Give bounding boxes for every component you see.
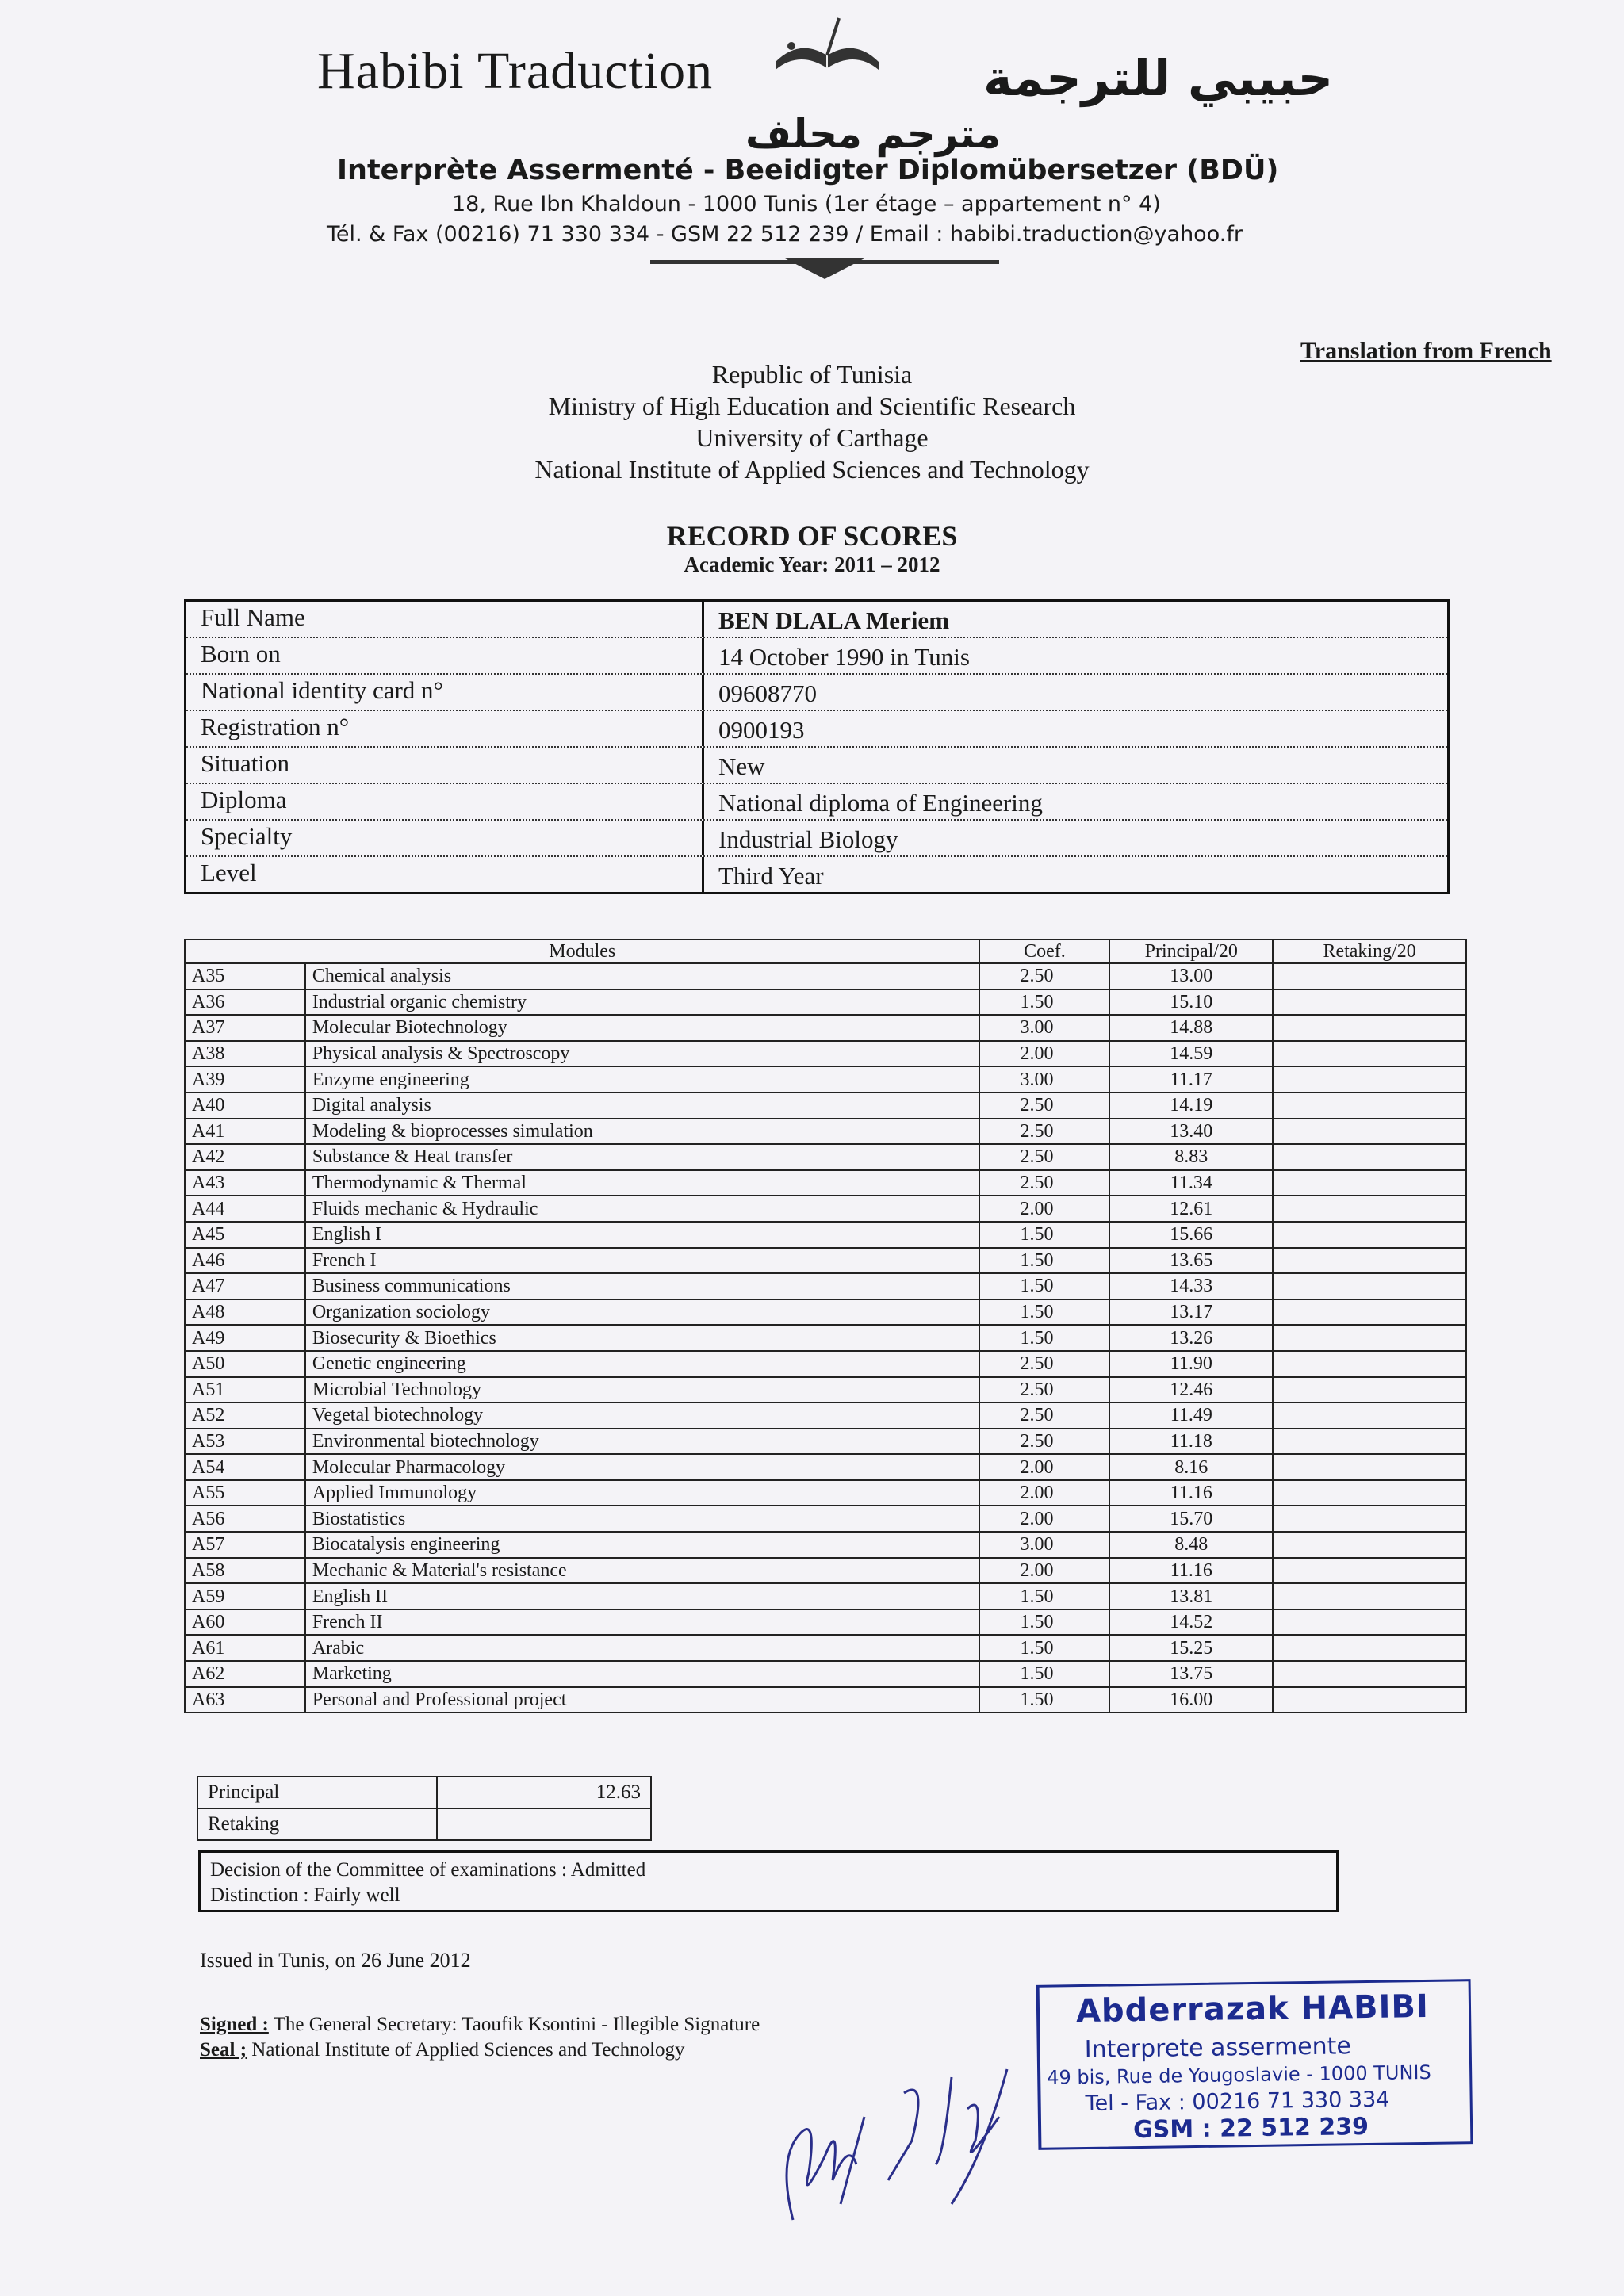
brand-name-arabic: حبيبي للترجمة <box>983 49 1334 107</box>
module-principal: 14.33 <box>1109 1273 1273 1299</box>
principal-total-label: Principal <box>197 1777 437 1808</box>
module-name: Enzyme engineering <box>305 1066 980 1093</box>
module-principal: 12.46 <box>1109 1377 1273 1403</box>
module-name: Environmental biotechnology <box>305 1429 980 1455</box>
module-principal: 11.16 <box>1109 1480 1273 1506</box>
module-principal: 13.75 <box>1109 1661 1273 1687</box>
module-code: A57 <box>185 1532 305 1558</box>
module-coef: 1.50 <box>979 1609 1109 1636</box>
identity-label: Full Name <box>186 602 704 637</box>
modules-body <box>185 963 1466 1712</box>
module-name: Fluids mechanic & Hydraulic <box>305 1196 980 1222</box>
identity-row-level <box>186 857 1447 892</box>
module-principal: 13.26 <box>1109 1325 1273 1351</box>
committee-decision: Decision of the Committee of examinations : Admitted <box>210 1859 646 1881</box>
coef-header: Coef. <box>979 939 1109 963</box>
table-row <box>185 1429 1466 1455</box>
module-coef: 2.00 <box>979 1558 1109 1584</box>
module-coef: 2.00 <box>979 1506 1109 1532</box>
table-row <box>185 1066 1466 1093</box>
table-row <box>185 1480 1466 1506</box>
country-line: Republic of Tunisia <box>711 360 913 388</box>
module-code: A56 <box>185 1506 305 1532</box>
module-name: Arabic <box>305 1635 980 1661</box>
module-retaking <box>1273 963 1466 989</box>
academic-year: Academic Year: 2011 – 2012 <box>684 553 940 576</box>
module-code: A54 <box>185 1454 305 1480</box>
module-coef: 2.50 <box>979 1170 1109 1196</box>
identity-label: Diploma <box>186 784 704 819</box>
module-principal: 13.40 <box>1109 1119 1273 1145</box>
identity-label: Registration n° <box>186 711 704 746</box>
module-name: Substance & Heat transfer <box>305 1144 980 1170</box>
decision-box <box>198 1850 1339 1912</box>
module-name: Business communications <box>305 1273 980 1299</box>
module-retaking <box>1273 1170 1466 1196</box>
module-coef: 3.00 <box>979 1015 1109 1041</box>
table-row <box>185 1506 1466 1532</box>
module-principal: 11.34 <box>1109 1170 1273 1196</box>
module-name: Physical analysis & Spectroscopy <box>305 1041 980 1067</box>
principal-total-value: 12.63 <box>437 1777 651 1808</box>
module-principal: 15.10 <box>1109 989 1273 1016</box>
module-principal: 14.59 <box>1109 1041 1273 1067</box>
identity-row-specialty <box>186 821 1447 857</box>
table-row <box>185 1041 1466 1067</box>
address-line: 18, Rue Ibn Khaldoun - 1000 Tunis (1er étage – appartement n° 4) <box>452 192 1161 216</box>
modules-table <box>184 939 1467 1713</box>
module-coef: 3.00 <box>979 1532 1109 1558</box>
module-retaking <box>1273 1273 1466 1299</box>
identity-value: 0900193 <box>718 716 805 744</box>
module-name: Organization sociology <box>305 1299 980 1326</box>
module-code: A51 <box>185 1377 305 1403</box>
module-retaking <box>1273 1609 1466 1636</box>
module-code: A55 <box>185 1480 305 1506</box>
module-code: A63 <box>185 1687 305 1713</box>
module-retaking <box>1273 1066 1466 1093</box>
module-principal: 15.70 <box>1109 1506 1273 1532</box>
module-name: English I <box>305 1222 980 1248</box>
principal-header: Principal/20 <box>1109 939 1273 963</box>
module-code: A41 <box>185 1119 305 1145</box>
table-row <box>185 1222 1466 1248</box>
module-name: Biosecurity & Bioethics <box>305 1325 980 1351</box>
identity-row-diploma <box>186 784 1447 821</box>
module-coef: 2.50 <box>979 1377 1109 1403</box>
translation-note: Translation from French <box>1300 338 1552 364</box>
module-code: A52 <box>185 1402 305 1429</box>
module-coef: 1.50 <box>979 1222 1109 1248</box>
principal-total-row <box>197 1777 651 1808</box>
module-retaking <box>1273 989 1466 1016</box>
module-retaking <box>1273 1558 1466 1584</box>
university-line: University of Carthage <box>695 423 929 452</box>
module-retaking <box>1273 1377 1466 1403</box>
table-row <box>185 1687 1466 1713</box>
module-code: A50 <box>185 1351 305 1377</box>
identity-value: New <box>718 752 765 780</box>
module-name: Industrial organic chemistry <box>305 989 980 1016</box>
module-retaking <box>1273 1687 1466 1713</box>
identity-label: Born on <box>186 638 704 673</box>
sworn-translator-arabic: مترجم محلف <box>745 111 1002 157</box>
module-code: A44 <box>185 1196 305 1222</box>
module-code: A48 <box>185 1299 305 1326</box>
module-retaking <box>1273 1093 1466 1119</box>
table-row <box>185 1015 1466 1041</box>
stamp-gsm: GSM : 22 512 239 <box>1132 2112 1369 2145</box>
signed-text: The General Secretary: Taoufik Ksontini - Illegible Signature <box>273 2014 760 2035</box>
identity-label: Level <box>186 857 704 892</box>
table-row <box>185 1609 1466 1636</box>
header-divider <box>650 252 999 284</box>
ministry-line: Ministry of High Education and Scientific Research <box>548 392 1076 420</box>
module-retaking <box>1273 1635 1466 1661</box>
module-principal: 8.48 <box>1109 1532 1273 1558</box>
module-retaking <box>1273 1119 1466 1145</box>
identity-table <box>184 599 1450 894</box>
retaking-total-label: Retaking <box>197 1808 437 1840</box>
module-coef: 2.00 <box>979 1041 1109 1067</box>
module-coef: 1.50 <box>979 989 1109 1016</box>
module-name: Genetic engineering <box>305 1351 980 1377</box>
module-principal: 11.17 <box>1109 1066 1273 1093</box>
signed-line <box>200 2014 760 2036</box>
table-row <box>185 963 1466 989</box>
module-name: Molecular Biotechnology <box>305 1015 980 1041</box>
module-name: Biostatistics <box>305 1506 980 1532</box>
module-coef: 2.50 <box>979 1402 1109 1429</box>
module-retaking <box>1273 1299 1466 1326</box>
module-code: A45 <box>185 1222 305 1248</box>
identity-row-registration <box>186 711 1447 748</box>
table-row <box>185 1532 1466 1558</box>
modules-header: Modules <box>185 939 979 963</box>
module-retaking <box>1273 1429 1466 1455</box>
distinction: Distinction : Fairly well <box>210 1885 400 1906</box>
module-code: A37 <box>185 1015 305 1041</box>
identity-value: National diploma of Engineering <box>718 789 1043 817</box>
module-coef: 1.50 <box>979 1583 1109 1609</box>
retaking-total-value <box>437 1808 651 1840</box>
stamp-name: Abderrazak HABIBI <box>1075 1988 1430 2030</box>
module-coef: 2.50 <box>979 1429 1109 1455</box>
interpreter-line: Interprète Assermenté - Beeidigter Diplomübersetzer (BDÜ) <box>337 155 1279 186</box>
table-row <box>185 1273 1466 1299</box>
identity-row-id-card <box>186 675 1447 711</box>
module-coef: 2.50 <box>979 1093 1109 1119</box>
module-retaking <box>1273 1196 1466 1222</box>
module-name: French II <box>305 1609 980 1636</box>
module-code: A40 <box>185 1093 305 1119</box>
module-principal: 12.61 <box>1109 1196 1273 1222</box>
module-name: Modeling & bioprocesses simulation <box>305 1119 980 1145</box>
module-coef: 1.50 <box>979 1273 1109 1299</box>
module-code: A38 <box>185 1041 305 1067</box>
module-coef: 1.50 <box>979 1248 1109 1274</box>
translator-stamp <box>1036 1979 1473 2150</box>
module-retaking <box>1273 1583 1466 1609</box>
table-row <box>185 1196 1466 1222</box>
module-code: A46 <box>185 1248 305 1274</box>
module-name: French I <box>305 1248 980 1274</box>
module-coef: 1.50 <box>979 1299 1109 1326</box>
module-name: Biocatalysis engineering <box>305 1532 980 1558</box>
table-row <box>185 1325 1466 1351</box>
identity-value: Industrial Biology <box>718 825 898 853</box>
module-retaking <box>1273 1454 1466 1480</box>
module-code: A35 <box>185 963 305 989</box>
module-coef: 2.00 <box>979 1196 1109 1222</box>
module-code: A47 <box>185 1273 305 1299</box>
module-principal: 14.88 <box>1109 1015 1273 1041</box>
seal-line <box>200 2039 685 2061</box>
module-principal: 14.19 <box>1109 1093 1273 1119</box>
module-coef: 2.50 <box>979 1144 1109 1170</box>
module-code: A61 <box>185 1635 305 1661</box>
identity-value: 14 October 1990 in Tunis <box>718 643 970 671</box>
identity-value: BEN DLALA Meriem <box>718 607 950 634</box>
module-retaking <box>1273 1480 1466 1506</box>
table-row <box>185 1351 1466 1377</box>
module-retaking <box>1273 1351 1466 1377</box>
table-row <box>185 1144 1466 1170</box>
module-code: A42 <box>185 1144 305 1170</box>
module-coef: 2.50 <box>979 963 1109 989</box>
totals-table <box>197 1776 652 1841</box>
identity-label: Situation <box>186 748 704 783</box>
module-principal: 11.90 <box>1109 1351 1273 1377</box>
handwritten-signature <box>745 1998 1078 2228</box>
module-code: A60 <box>185 1609 305 1636</box>
module-principal: 16.00 <box>1109 1687 1273 1713</box>
module-coef: 2.50 <box>979 1119 1109 1145</box>
module-name: Microbial Technology <box>305 1377 980 1403</box>
module-principal: 11.49 <box>1109 1402 1273 1429</box>
modules-header-row <box>185 939 1466 963</box>
issued-line: Issued in Tunis, on 26 June 2012 <box>200 1949 471 1972</box>
module-retaking <box>1273 1248 1466 1274</box>
module-name: Applied Immunology <box>305 1480 980 1506</box>
module-name: English II <box>305 1583 980 1609</box>
open-book-icon <box>768 6 887 86</box>
table-row <box>185 1583 1466 1609</box>
module-coef: 1.50 <box>979 1325 1109 1351</box>
module-code: A62 <box>185 1661 305 1687</box>
module-coef: 2.00 <box>979 1480 1109 1506</box>
module-retaking <box>1273 1532 1466 1558</box>
seal-text: National Institute of Applied Sciences and Technology <box>251 2039 685 2061</box>
module-name: Digital analysis <box>305 1093 980 1119</box>
identity-row-situation <box>186 748 1447 784</box>
module-principal: 14.52 <box>1109 1609 1273 1636</box>
brand-name-latin: Habibi Traduction <box>317 42 714 100</box>
module-principal: 8.16 <box>1109 1454 1273 1480</box>
module-name: Molecular Pharmacology <box>305 1454 980 1480</box>
module-code: A53 <box>185 1429 305 1455</box>
table-row <box>185 1454 1466 1480</box>
module-coef: 1.50 <box>979 1661 1109 1687</box>
table-row <box>185 1377 1466 1403</box>
table-row <box>185 1119 1466 1145</box>
module-name: Thermodynamic & Thermal <box>305 1170 980 1196</box>
institute-line: National Institute of Applied Sciences and Technology <box>534 455 1090 484</box>
stamp-tel: Tel - Fax : 00216 71 330 334 <box>1085 2087 1390 2116</box>
retaking-header: Retaking/20 <box>1273 939 1466 963</box>
table-row <box>185 989 1466 1016</box>
table-row <box>185 1299 1466 1326</box>
stamp-address: 49 bis, Rue de Yougoslavie - 1000 TUNIS <box>1047 2061 1431 2089</box>
module-name: Marketing <box>305 1661 980 1687</box>
module-coef: 1.50 <box>979 1635 1109 1661</box>
module-principal: 11.18 <box>1109 1429 1273 1455</box>
module-name: Personal and Professional project <box>305 1687 980 1713</box>
module-code: A43 <box>185 1170 305 1196</box>
module-code: A59 <box>185 1583 305 1609</box>
module-coef: 3.00 <box>979 1066 1109 1093</box>
module-principal: 13.17 <box>1109 1299 1273 1326</box>
module-principal: 11.16 <box>1109 1558 1273 1584</box>
module-code: A39 <box>185 1066 305 1093</box>
module-retaking <box>1273 1015 1466 1041</box>
seal-label: Seal ; <box>200 2039 247 2061</box>
stamp-role: Interprete assermente <box>1084 2032 1352 2064</box>
identity-row-born-on <box>186 638 1447 675</box>
module-retaking <box>1273 1402 1466 1429</box>
module-principal: 15.66 <box>1109 1222 1273 1248</box>
table-row <box>185 1170 1466 1196</box>
module-retaking <box>1273 1506 1466 1532</box>
module-principal: 8.83 <box>1109 1144 1273 1170</box>
identity-value: 09608770 <box>718 679 817 707</box>
module-name: Chemical analysis <box>305 963 980 989</box>
table-row <box>185 1248 1466 1274</box>
module-coef: 1.50 <box>979 1687 1109 1713</box>
identity-value: Third Year <box>718 862 824 890</box>
module-principal: 13.65 <box>1109 1248 1273 1274</box>
module-coef: 2.50 <box>979 1351 1109 1377</box>
module-retaking <box>1273 1222 1466 1248</box>
module-code: A58 <box>185 1558 305 1584</box>
module-retaking <box>1273 1325 1466 1351</box>
table-row <box>185 1558 1466 1584</box>
module-name: Vegetal biotechnology <box>305 1402 980 1429</box>
table-row <box>185 1402 1466 1429</box>
identity-label: National identity card n° <box>186 675 704 710</box>
table-row <box>185 1661 1466 1687</box>
module-name: Mechanic & Material's resistance <box>305 1558 980 1584</box>
identity-row-full-name <box>186 602 1447 638</box>
module-retaking <box>1273 1041 1466 1067</box>
module-code: A36 <box>185 989 305 1016</box>
module-retaking <box>1273 1661 1466 1687</box>
identity-label: Specialty <box>186 821 704 855</box>
module-code: A49 <box>185 1325 305 1351</box>
contact-line: Tél. & Fax (00216) 71 330 334 - GSM 22 512 239 / Email : habibi.traduction@yahoo.fr <box>327 222 1243 247</box>
document-title: RECORD OF SCORES <box>666 520 958 552</box>
table-row <box>185 1635 1466 1661</box>
retaking-total-row <box>197 1808 651 1840</box>
table-row <box>185 1093 1466 1119</box>
module-principal: 15.25 <box>1109 1635 1273 1661</box>
module-coef: 2.00 <box>979 1454 1109 1480</box>
module-principal: 13.00 <box>1109 963 1273 989</box>
signed-label: Signed : <box>200 2014 269 2035</box>
module-retaking <box>1273 1144 1466 1170</box>
module-principal: 13.81 <box>1109 1583 1273 1609</box>
